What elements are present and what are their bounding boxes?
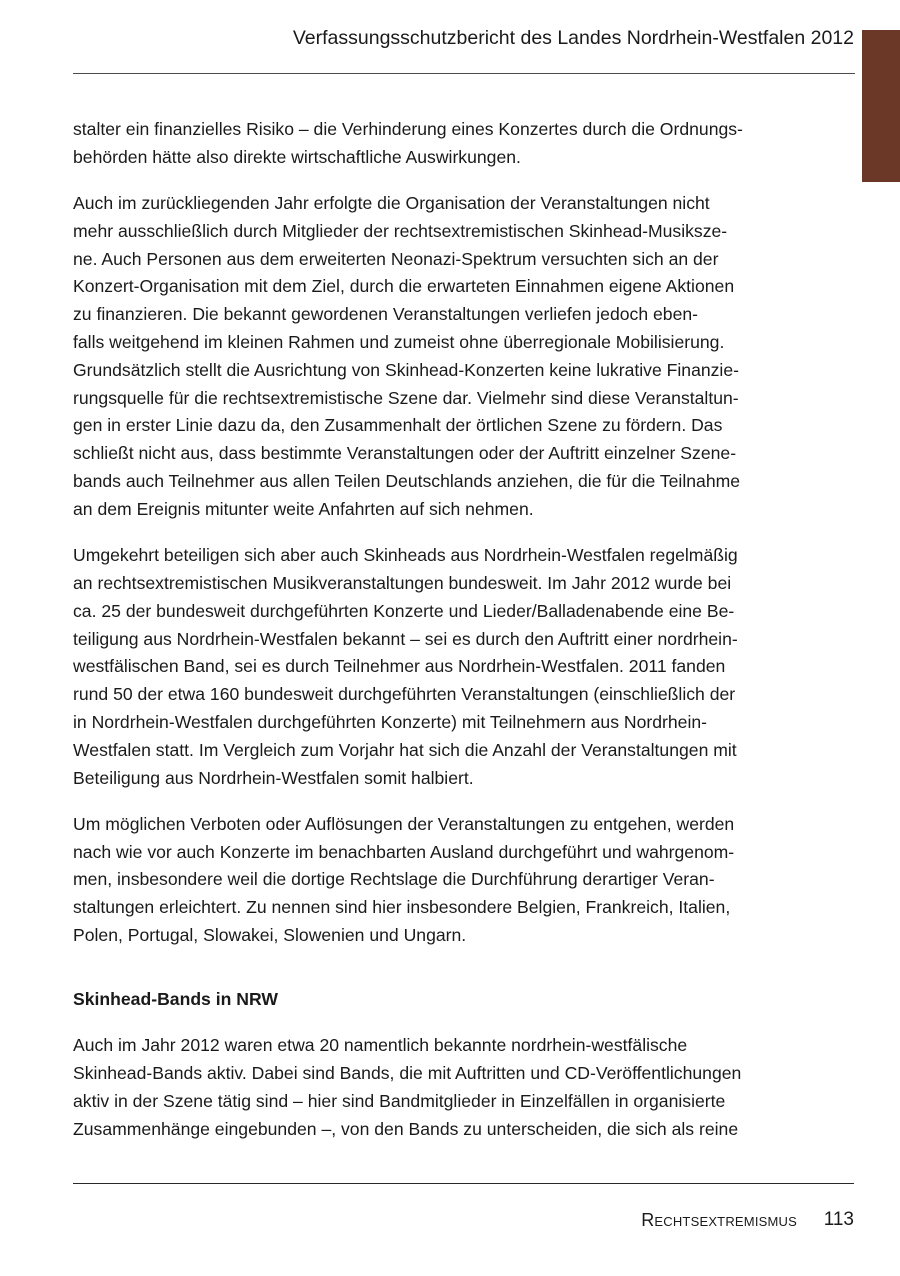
paragraph-1 <box>73 116 818 172</box>
section-paragraph <box>73 1032 818 1143</box>
text-line: Skinhead-Bands aktiv. Dabei sind Bands, die mit Auftritten und CD-Veröffentlichungen <box>73 1062 742 1083</box>
text-line: in Nordrhein-Westfalen durchgeführten Konzerte) mit Teilnehmern aus Nordrhein- <box>73 711 708 732</box>
text-line: rungsquelle für die rechtsextremistische Szene dar. Vielmehr sind diese Veranstaltun- <box>73 387 739 408</box>
text-line: westfälischen Band, sei es durch Teilnehmer aus Nordrhein-Westfalen. 2011 fanden <box>73 656 726 677</box>
chapter-tab-marker <box>862 30 900 182</box>
text-line: falls weitgehend im kleinen Rahmen und zumeist ohne überregionale Mobilisierung. <box>73 332 725 353</box>
text-line: Auch im zurückliegenden Jahr erfolgte die Organisation der Veranstaltungen nicht <box>73 193 710 214</box>
text-line: Polen, Portugal, Slowakei, Slowenien und Ungarn. <box>73 925 467 946</box>
paragraph-4 <box>73 811 818 950</box>
footer-section-label: Rechtsextremismus <box>641 1210 797 1230</box>
text-line: men, insbesondere weil die dortige Rechtslage die Durchführung derartiger Veran- <box>73 869 715 890</box>
text-line: Grundsätzlich stellt die Ausrichtung von Skinhead-Konzerten keine lukrative Finanzie- <box>73 359 739 380</box>
text-line: nach wie vor auch Konzerte im benachbarten Ausland durchgeführt und wahrgenom- <box>73 841 735 862</box>
text-line: Auch im Jahr 2012 waren etwa 20 namentlich bekannte nordrhein-westfälische <box>73 1035 688 1056</box>
text-line: zu finanzieren. Die bekannt gewordenen Veranstaltungen verliefen jedoch eben- <box>73 304 699 325</box>
section-heading: Skinhead-Bands in NRW <box>73 988 278 1009</box>
text-line: staltungen erleichtert. Zu nennen sind hier insbesondere Belgien, Frankreich, Italien, <box>73 897 731 918</box>
text-line: schließt nicht aus, dass bestimmte Veranstaltungen oder der Auftritt einzelner Szene- <box>73 443 737 464</box>
text-line: Um möglichen Verboten oder Auflösungen der Veranstaltungen zu entgehen, werden <box>73 813 735 834</box>
text-line: bands auch Teilnehmer aus allen Teilen Deutschlands anziehen, die für die Teilnahme <box>73 471 741 492</box>
text-line: Westfalen statt. Im Vergleich zum Vorjahr hat sich die Anzahl der Veranstaltungen mit <box>73 739 737 760</box>
text-line: behörden hätte also direkte wirtschaftliche Auswirkungen. <box>73 146 521 167</box>
footer-divider <box>73 1183 854 1184</box>
text-line: Konzert-Organisation mit dem Ziel, durch die erwarteten Einnahmen eigene Aktionen <box>73 276 735 297</box>
running-header-title: Verfassungsschutzbericht des Landes Nordrhein-Westfalen 2012 <box>292 27 854 49</box>
text-line: aktiv in der Szene tätig sind – hier sind Bandmitglieder in Einzelfällen in organisierte <box>73 1090 726 1111</box>
text-line: Zusammenhänge eingebunden –, von den Bands zu unterscheiden, die sich als reine <box>73 1118 739 1139</box>
text-line: Umgekehrt beteiligen sich aber auch Skinheads aus Nordrhein-Westfalen regelmäßig <box>73 545 738 566</box>
text-line: stalter ein finanzielles Risiko – die Verhinderung eines Konzertes durch die Ordnungs- <box>73 119 743 139</box>
text-line: ca. 25 der bundesweit durchgeführten Konzerte und Lieder/Balladenabende eine Be- <box>73 600 735 621</box>
text-line: an dem Ereignis mitunter weite Anfahrten auf sich nehmen. <box>73 498 534 519</box>
text-line: ne. Auch Personen aus dem erweiterten Neonazi-Spektrum versuchten sich an der <box>73 248 719 269</box>
text-line: Beteiligung aus Nordrhein-Westfalen somit halbiert. <box>73 767 474 788</box>
text-line: rund 50 der etwa 160 bundesweit durchgeführten Veranstaltungen (einschließlich der <box>73 684 736 705</box>
paragraph-2 <box>73 190 818 524</box>
text-line: gen in erster Linie dazu da, den Zusammenhalt der örtlichen Szene zu fördern. Das <box>73 415 723 436</box>
body-text <box>73 116 818 1162</box>
header-divider <box>73 73 855 74</box>
text-line: mehr ausschließlich durch Mitglieder der rechtsextremistischen Skinhead-Musiksze- <box>73 220 728 241</box>
paragraph-3 <box>73 542 818 792</box>
page-number: 113 <box>823 1209 854 1230</box>
text-line: an rechtsextremistischen Musikveranstaltungen bundesweit. Im Jahr 2012 wurde bei <box>73 572 732 593</box>
text-line: teiligung aus Nordrhein-Westfalen bekannt – sei es durch den Auftritt einer nordrhein- <box>73 628 738 649</box>
